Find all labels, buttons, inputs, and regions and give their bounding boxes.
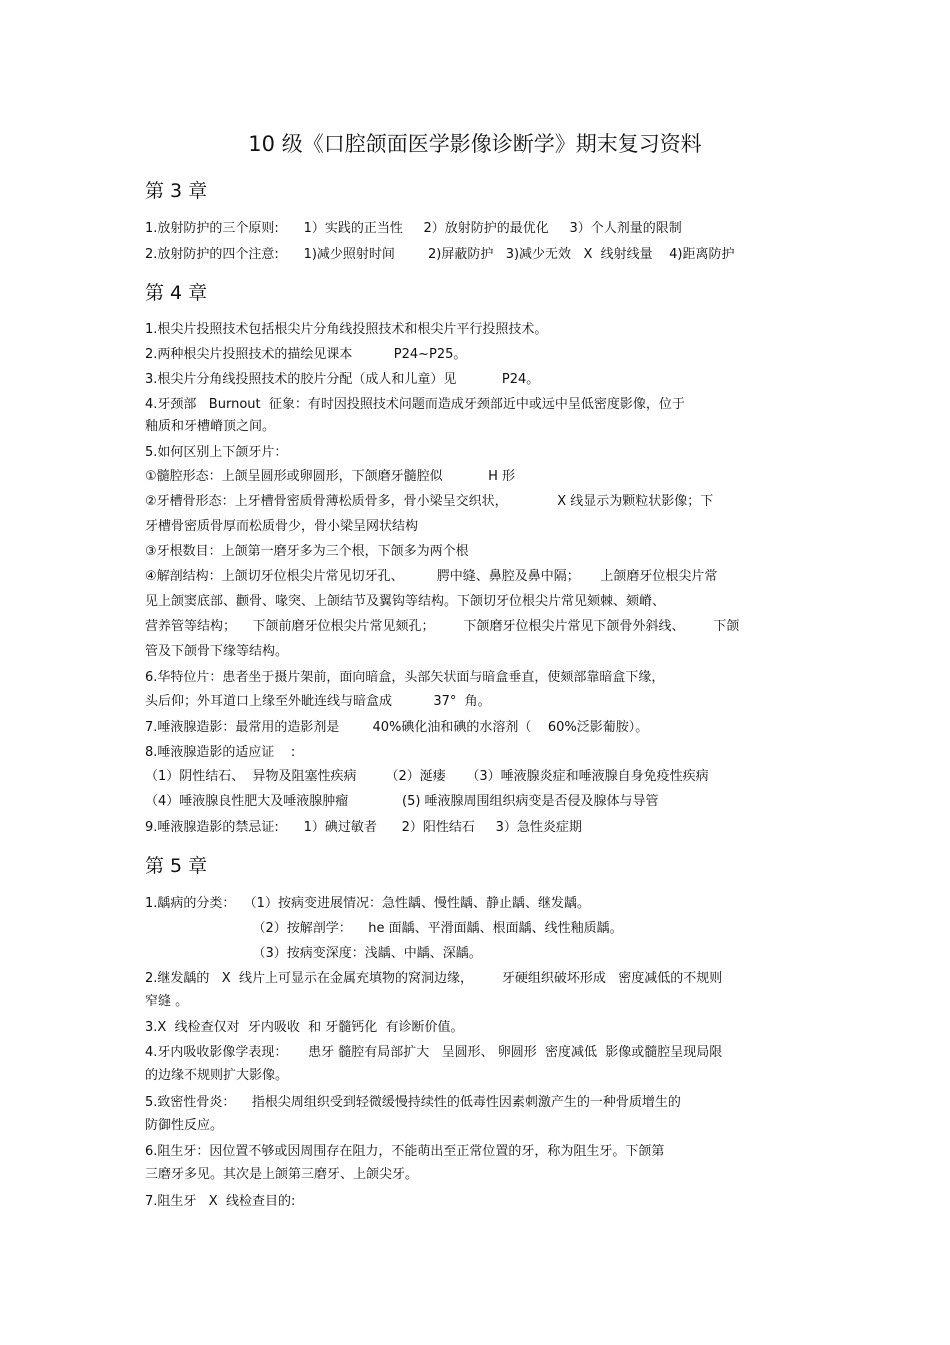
text-line: 1.放射防护的三个原则: 1）实践的正当性 2）放射防护的最优化 3）个人剂量的限制 — [145, 221, 682, 236]
text-line: 8.唾液腺造影的适应证 : — [145, 745, 296, 760]
text-line: 3.根尖片分角线投照技术的胶片分配（成人和儿童）见 P24。 — [145, 372, 540, 387]
text-line: ③牙根数目：上颌第一磨牙多为三个根，下颌多为两个根 — [145, 544, 469, 559]
text-line: 2.继发龋的 X 线片上可显示在金属充填物的窝洞边缘， 牙硬组织破坏形成 密度减低的不规则 — [145, 971, 723, 986]
text-line: 管及下颌骨下缘等结构。 — [145, 644, 289, 659]
text-line: 7.唾液腺造影：最常用的造影剂是 40%碘化油和碘的水溶剂（ 60%泛影葡胺）。 — [145, 720, 649, 735]
text-line: ②牙槽骨形态：上牙槽骨密质骨薄松质骨多，骨小梁呈交织状， X 线显示为颗粒状影像；下 — [145, 494, 714, 509]
text-line: 1.龋病的分类： （1）按病变进展情况：急性龋、慢性龋、静止龋、继发龋。 — [145, 896, 590, 911]
text-line: ④解剖结构：上颌切牙位根尖片常见切牙孔、 腭中缝、鼻腔及鼻中隔； 上颌磨牙位根尖片常 — [145, 569, 718, 584]
text-line: 9.唾液腺造影的禁忌证: 1）碘过敏者 2）阳性结石 3）急性炎症期 — [145, 820, 582, 835]
text-line: 7.阻生牙 X 线检查目的: — [145, 1194, 296, 1209]
text-line: 4.牙颈部 Burnout 征象：有时因投照技术问题而造成牙颈部近中或远中呈低密度影像，位于 — [145, 397, 685, 412]
text-line: 3.X 线检查仅对 牙内吸收 和 牙髓钙化 有诊断价值。 — [145, 1020, 464, 1035]
text-line: 防御性反应。 — [145, 1118, 224, 1133]
text-line: 4.牙内吸收影像学表现： 患牙 髓腔有局部扩大 呈圆形、 卵圆形 密度减低 影像或髓腔呈现局限 — [145, 1045, 723, 1060]
text-line: 2.两种根尖片投照技术的描绘见课本 P24~P25。 — [145, 347, 467, 362]
text-line: 6.阻生牙：因位置不够或因周围存在阻力，不能萌出至正常位置的牙，称为阻生牙。下颌第 — [145, 1144, 665, 1159]
text-line: （4）唾液腺良性肥大及唾液腺肿瘤 (5) 唾液腺周围组织病变是否侵及腺体与导管 — [145, 794, 659, 809]
text-line: 三磨牙多见。其次是上颌第三磨牙、上颌尖牙。 — [145, 1167, 419, 1182]
text-line: ①髓腔形态：上颌呈圆形或卵圆形，下颌磨牙髓腔似 H 形 — [145, 469, 516, 484]
text-line: 营养管等结构； 下颌前磨牙位根尖片常见颏孔； 下颌磨牙位根尖片常见下颌骨外斜线、 下颌 — [145, 619, 740, 634]
chapter-3-heading: 第 3 章 — [145, 180, 208, 202]
text-line: 牙槽骨密质骨厚而松质骨少，骨小梁呈网状结构 — [145, 519, 419, 534]
text-line: 釉质和牙槽嵴顶之间。 — [145, 419, 276, 434]
text-line: （1）阴性结石、 异物及阻塞性疾病 （2）涎瘘 （3）唾液腺炎症和唾液腺自身免疫性疾病 — [145, 769, 709, 784]
page-title: 10 级《口腔颌面医学影像诊断学》期末复习资料 — [248, 132, 702, 156]
text-line: 的边缘不规则扩大影像。 — [145, 1068, 289, 1083]
text-line: 窄缝 。 — [145, 994, 189, 1009]
text-line: （3）按病变深度：浅龋、中龋、深龋。 — [145, 946, 482, 961]
chapter-4-heading: 第 4 章 — [145, 282, 208, 304]
text-line: 6.华特位片：患者坐于摄片架前，面向暗盒，头部矢状面与暗盒垂直，使颏部靠暗盒下缘， — [145, 670, 665, 685]
chapter-5-heading: 第 5 章 — [145, 855, 208, 877]
text-line: 5.致密性骨炎： 指根尖周组织受到轻微缓慢持续性的低毒性因素刺激产生的一种骨质增生的 — [145, 1095, 681, 1110]
text-line: （2）按解剖学： he 面龋、平滑面龋、根面龋、线性釉质龋。 — [145, 921, 623, 936]
text-line: 5.如何区别上下颌牙片： — [145, 445, 288, 460]
text-line: 头后仰；外耳道口上缘至外眦连线与暗盒成 37° 角。 — [145, 694, 491, 709]
text-line: 见上颌窦底部、颧骨、喙突、上颌结节及翼钩等结构。下颌切牙位根尖片常见颏棘、颏嵴、 — [145, 594, 666, 609]
text-line: 1.根尖片投照技术包括根尖片分角线投照技术和根尖片平行投照技术。 — [145, 322, 548, 337]
text-line: 2.放射防护的四个注意: 1)减少照射时间 2)屏蔽防护 3)减少无效 X 线射线量 4)距离防护 — [145, 247, 735, 262]
